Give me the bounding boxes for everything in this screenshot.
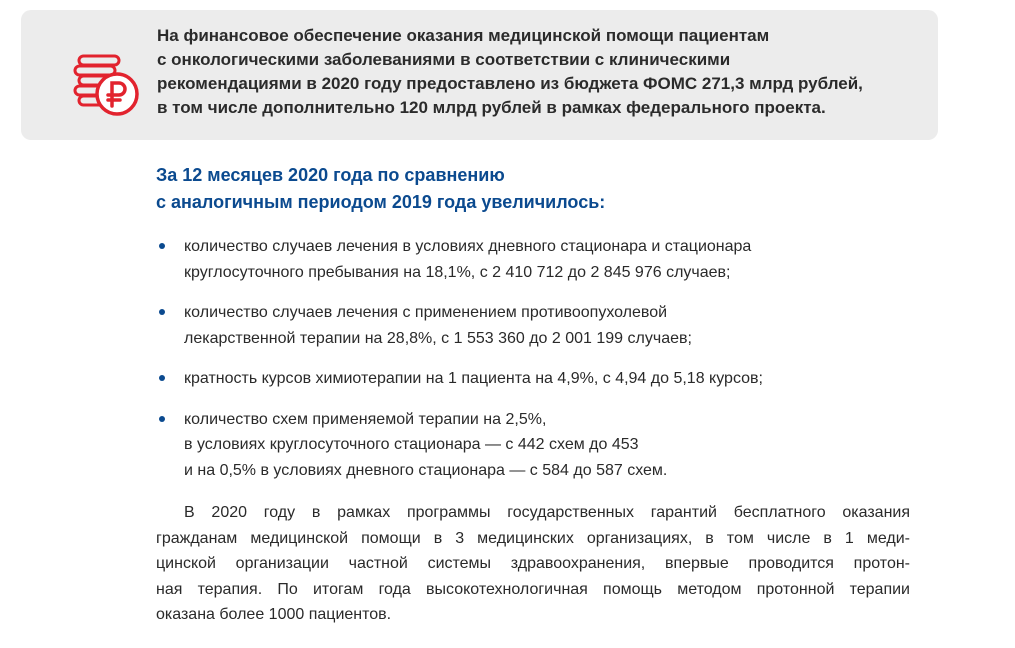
funding-callout-text — [157, 24, 927, 120]
callout-line: в том числе дополнительно 120 млрд рублей в рамках федерального проекта. — [157, 98, 826, 117]
funding-callout-box — [21, 10, 938, 140]
list-item-line: количество случаев лечения с применением противоопухолевой — [184, 304, 668, 321]
callout-line: рекомендациями в 2020 году предоставлено из бюджета ФОМС 271,3 млрд рублей, — [157, 74, 863, 93]
section-heading — [156, 162, 605, 216]
list-item — [156, 407, 916, 484]
paragraph-line: гражданам медицинской помощи в 3 медицинских организациях, в том числе в 1 меди- — [156, 529, 910, 547]
callout-line: На финансовое обеспечение оказания медицинской помощи пациентам — [157, 26, 770, 45]
list-item — [156, 234, 916, 285]
paragraph-line: ная терапия. По итогам года высокотехнологичная помощь методом протонной терапии — [156, 580, 910, 598]
ruble-coins-icon — [71, 50, 143, 122]
heading-line: За 12 месяцев 2020 года по сравнению — [156, 165, 505, 185]
list-item-line: лекарственной терапии на 28,8%, с 1 553 360 до 2 001 199 случаев; — [184, 329, 692, 347]
list-item-line: количество случаев лечения в условиях дневного стационара и стационара — [184, 238, 752, 255]
list-item — [156, 366, 916, 392]
heading-line: с аналогичным периодом 2019 года увеличилось: — [156, 192, 606, 212]
paragraph-line: цинской организации частной системы здравоохранения, впервые проводится протон- — [156, 555, 910, 572]
proton-therapy-paragraph — [156, 500, 910, 628]
list-item-line: в условиях круглосуточного стационара — с 442 схем до 453 — [184, 436, 639, 453]
bullet-dot-icon — [159, 416, 165, 422]
callout-line: с онкологическими заболеваниями в соответствии с клиническими — [157, 50, 731, 69]
list-item-line: количество схем применяемой терапии на 2,5%, — [184, 410, 547, 428]
list-item-line: кратность курсов химиотерапии на 1 пациента на 4,9%, с 4,94 до 5,18 курсов; — [184, 370, 763, 387]
bullet-dot-icon — [159, 375, 165, 381]
paragraph-line: В 2020 году в рамках программы государственных гарантий бесплатного оказания — [184, 504, 910, 521]
bullet-dot-icon — [159, 309, 165, 315]
list-item-line: круглосуточного пребывания на 18,1%, с 2 410 712 до 2 845 976 случаев; — [184, 263, 731, 281]
paragraph-line: оказана более 1000 пациентов. — [156, 606, 392, 623]
list-item-line: и на 0,5% в условиях дневного стационара — с 584 до 587 схем. — [184, 461, 668, 479]
bullet-dot-icon — [159, 243, 165, 249]
list-item — [156, 300, 916, 351]
increase-bullet-list — [156, 234, 916, 498]
